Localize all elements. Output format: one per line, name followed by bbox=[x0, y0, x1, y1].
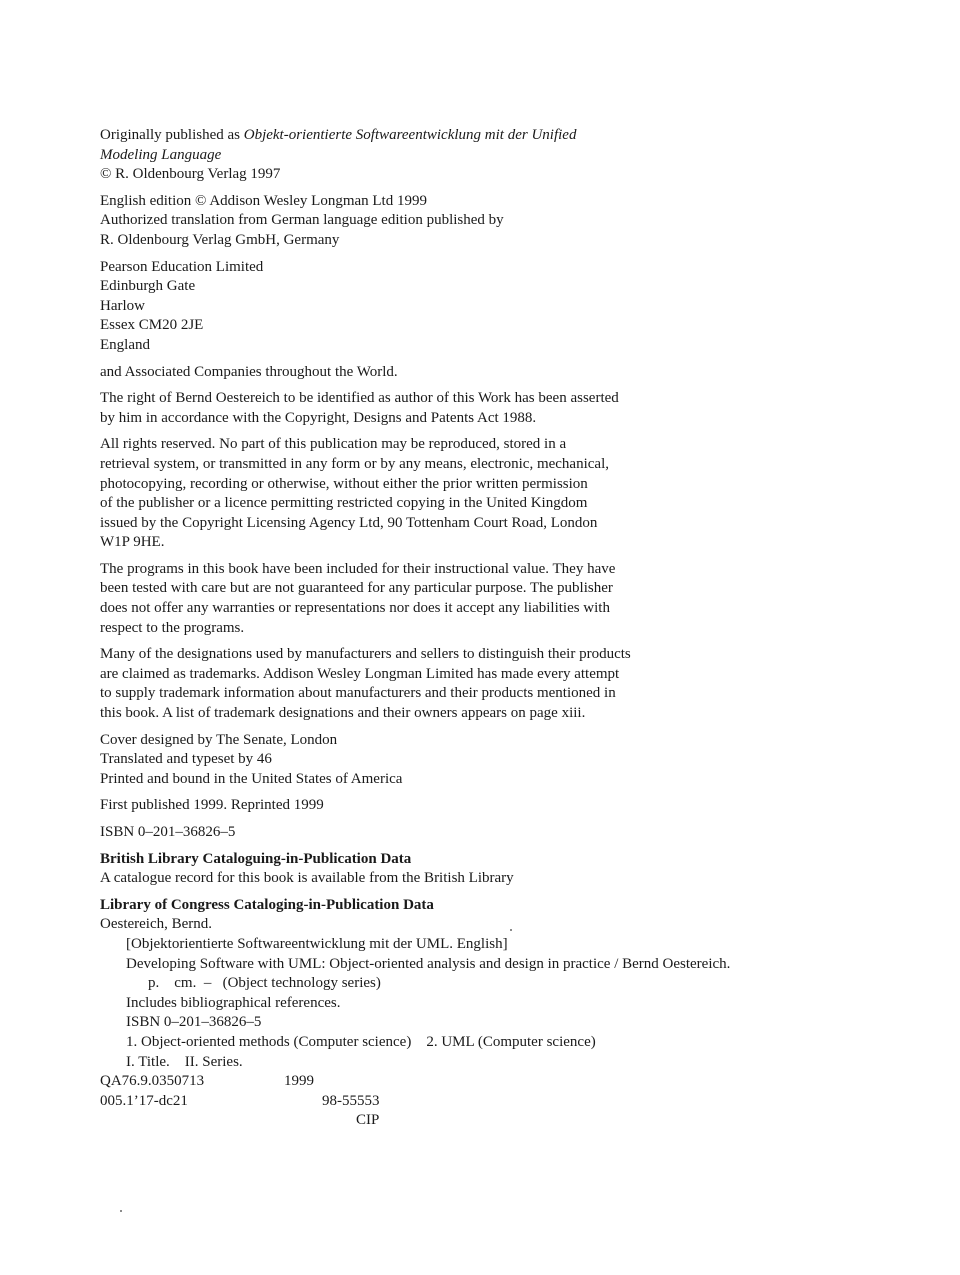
scan-speck bbox=[120, 1210, 122, 1212]
german-publisher-line: R. Oldenbourg Verlag GmbH, Germany bbox=[100, 231, 340, 248]
translation-line: Authorized translation from German language edition published by bbox=[100, 212, 504, 229]
programs-line: The programs in this book have been included for their instructional value. They have bbox=[100, 560, 616, 577]
original-title-part-2: Modeling Language bbox=[100, 146, 222, 163]
rights-line: All rights reserved. No part of this publication may be reproduced, stored in a bbox=[100, 436, 567, 453]
loc-dewey: 005.1’17-dc21 bbox=[100, 1092, 188, 1109]
scan-speck bbox=[510, 929, 512, 931]
trademark-line: Many of the designations used by manufacturers and sellers to distinguish their products bbox=[100, 646, 631, 663]
trademark-line: are claimed as trademarks. Addison Wesley Longman Limited has made every attempt bbox=[100, 665, 620, 682]
loc-original-title: [Objektorientierte Softwareentwicklung mit der UML. English] bbox=[126, 935, 508, 952]
author-right-line: The right of Bernd Oestereich to be identified as author of this Work has been asserted bbox=[100, 390, 619, 407]
british-library-block bbox=[100, 850, 800, 889]
programs-line: been tested with care but are not guaranteed for any particular purpose. The publisher bbox=[100, 580, 613, 597]
trademark-line: this book. A list of trademark designations and their owners appears on page xiii. bbox=[100, 705, 586, 722]
loc-added-entries: I. Title. II. Series. bbox=[126, 1053, 243, 1070]
original-copyright: © R. Oldenbourg Verlag 1997 bbox=[100, 166, 281, 183]
isbn-line: ISBN 0–201–36826–5 bbox=[100, 824, 236, 840]
loc-bibliography-note: Includes bibliographical references. bbox=[126, 994, 341, 1011]
library-of-congress-block bbox=[100, 896, 800, 1131]
loc-physical-description: p. cm. – (Object technology series) bbox=[148, 975, 381, 992]
british-library-heading: British Library Cataloguing-in-Publication Data bbox=[100, 850, 412, 867]
loc-class-number: QA76.9.0350713 bbox=[100, 1073, 205, 1090]
programs-disclaimer-block bbox=[100, 560, 800, 638]
address-line: Edinburgh Gate bbox=[100, 278, 196, 295]
address-line: Essex CM20 2JE bbox=[100, 317, 204, 334]
loc-isbn: ISBN 0–201–36826–5 bbox=[126, 1014, 262, 1031]
loc-heading: Library of Congress Cataloging-in-Publication Data bbox=[100, 896, 434, 913]
rights-line: of the publisher or a licence permitting restricted copying in the United Kingdom bbox=[100, 495, 588, 512]
rights-line: issued by the Copyright Licensing Agency Ltd, 90 Tottenham Court Road, London bbox=[100, 514, 598, 531]
loc-subjects: 1. Object-oriented methods (Computer science) 2. UML (Computer science) bbox=[126, 1033, 596, 1050]
associated-line: and Associated Companies throughout the World. bbox=[100, 363, 398, 380]
imprint-content bbox=[100, 126, 800, 1138]
original-prefix: Originally published as bbox=[100, 127, 244, 143]
programs-line: does not offer any warranties or representations nor does it accept any liabilities with bbox=[100, 600, 610, 617]
production-line: Translated and typeset by 46 bbox=[100, 751, 272, 768]
address-line: Harlow bbox=[100, 297, 145, 314]
loc-title: Developing Software with UML: Object-oriented analysis and design in practice / Bernd Oestereich. bbox=[126, 955, 731, 972]
first-published-line: First published 1999. Reprinted 1999 bbox=[100, 797, 324, 814]
isbn-block bbox=[100, 823, 800, 843]
rights-line: photocopying, recording or otherwise, without either the prior written permission bbox=[100, 475, 588, 492]
loc-author: Oestereich, Bernd. bbox=[100, 916, 213, 933]
loc-class-row bbox=[100, 1072, 800, 1092]
english-edition-line: English edition © Addison Wesley Longman Ltd 1999 bbox=[100, 192, 427, 209]
rights-line: W1P 9HE. bbox=[100, 534, 165, 551]
british-library-text: A catalogue record for this book is available from the British Library bbox=[100, 870, 514, 887]
all-rights-reserved-block bbox=[100, 435, 800, 553]
production-credits-block bbox=[100, 731, 800, 790]
loc-cip: CIP bbox=[356, 1112, 380, 1129]
production-line: Printed and bound in the United States of America bbox=[100, 770, 403, 787]
english-edition-block bbox=[100, 192, 800, 251]
trademarks-block bbox=[100, 645, 800, 723]
address-line: Pearson Education Limited bbox=[100, 258, 264, 275]
address-line: England bbox=[100, 336, 150, 353]
original-publication-block bbox=[100, 126, 800, 185]
author-right-block bbox=[100, 389, 800, 428]
publisher-address-block bbox=[100, 258, 800, 356]
rights-line: retrieval system, or transmitted in any form or by any means, electronic, mechanical, bbox=[100, 455, 609, 472]
original-title-line-1 bbox=[100, 126, 800, 146]
first-published-block bbox=[100, 796, 800, 816]
loc-dewey-row bbox=[100, 1092, 800, 1112]
loc-lccn: 98-55553 bbox=[322, 1092, 380, 1109]
production-line: Cover designed by The Senate, London bbox=[100, 731, 338, 748]
original-title-part-1: Objekt-orientierte Softwareentwicklung mit der Unified bbox=[243, 127, 577, 143]
author-right-line: by him in accordance with the Copyright, Designs and Patents Act 1988. bbox=[100, 409, 537, 426]
loc-year: 1999 bbox=[284, 1073, 314, 1090]
loc-cip-row bbox=[100, 1111, 800, 1131]
programs-line: respect to the programs. bbox=[100, 619, 245, 636]
trademark-line: to supply trademark information about manufacturers and their products mentioned in bbox=[100, 685, 616, 702]
associated-companies bbox=[100, 363, 800, 383]
